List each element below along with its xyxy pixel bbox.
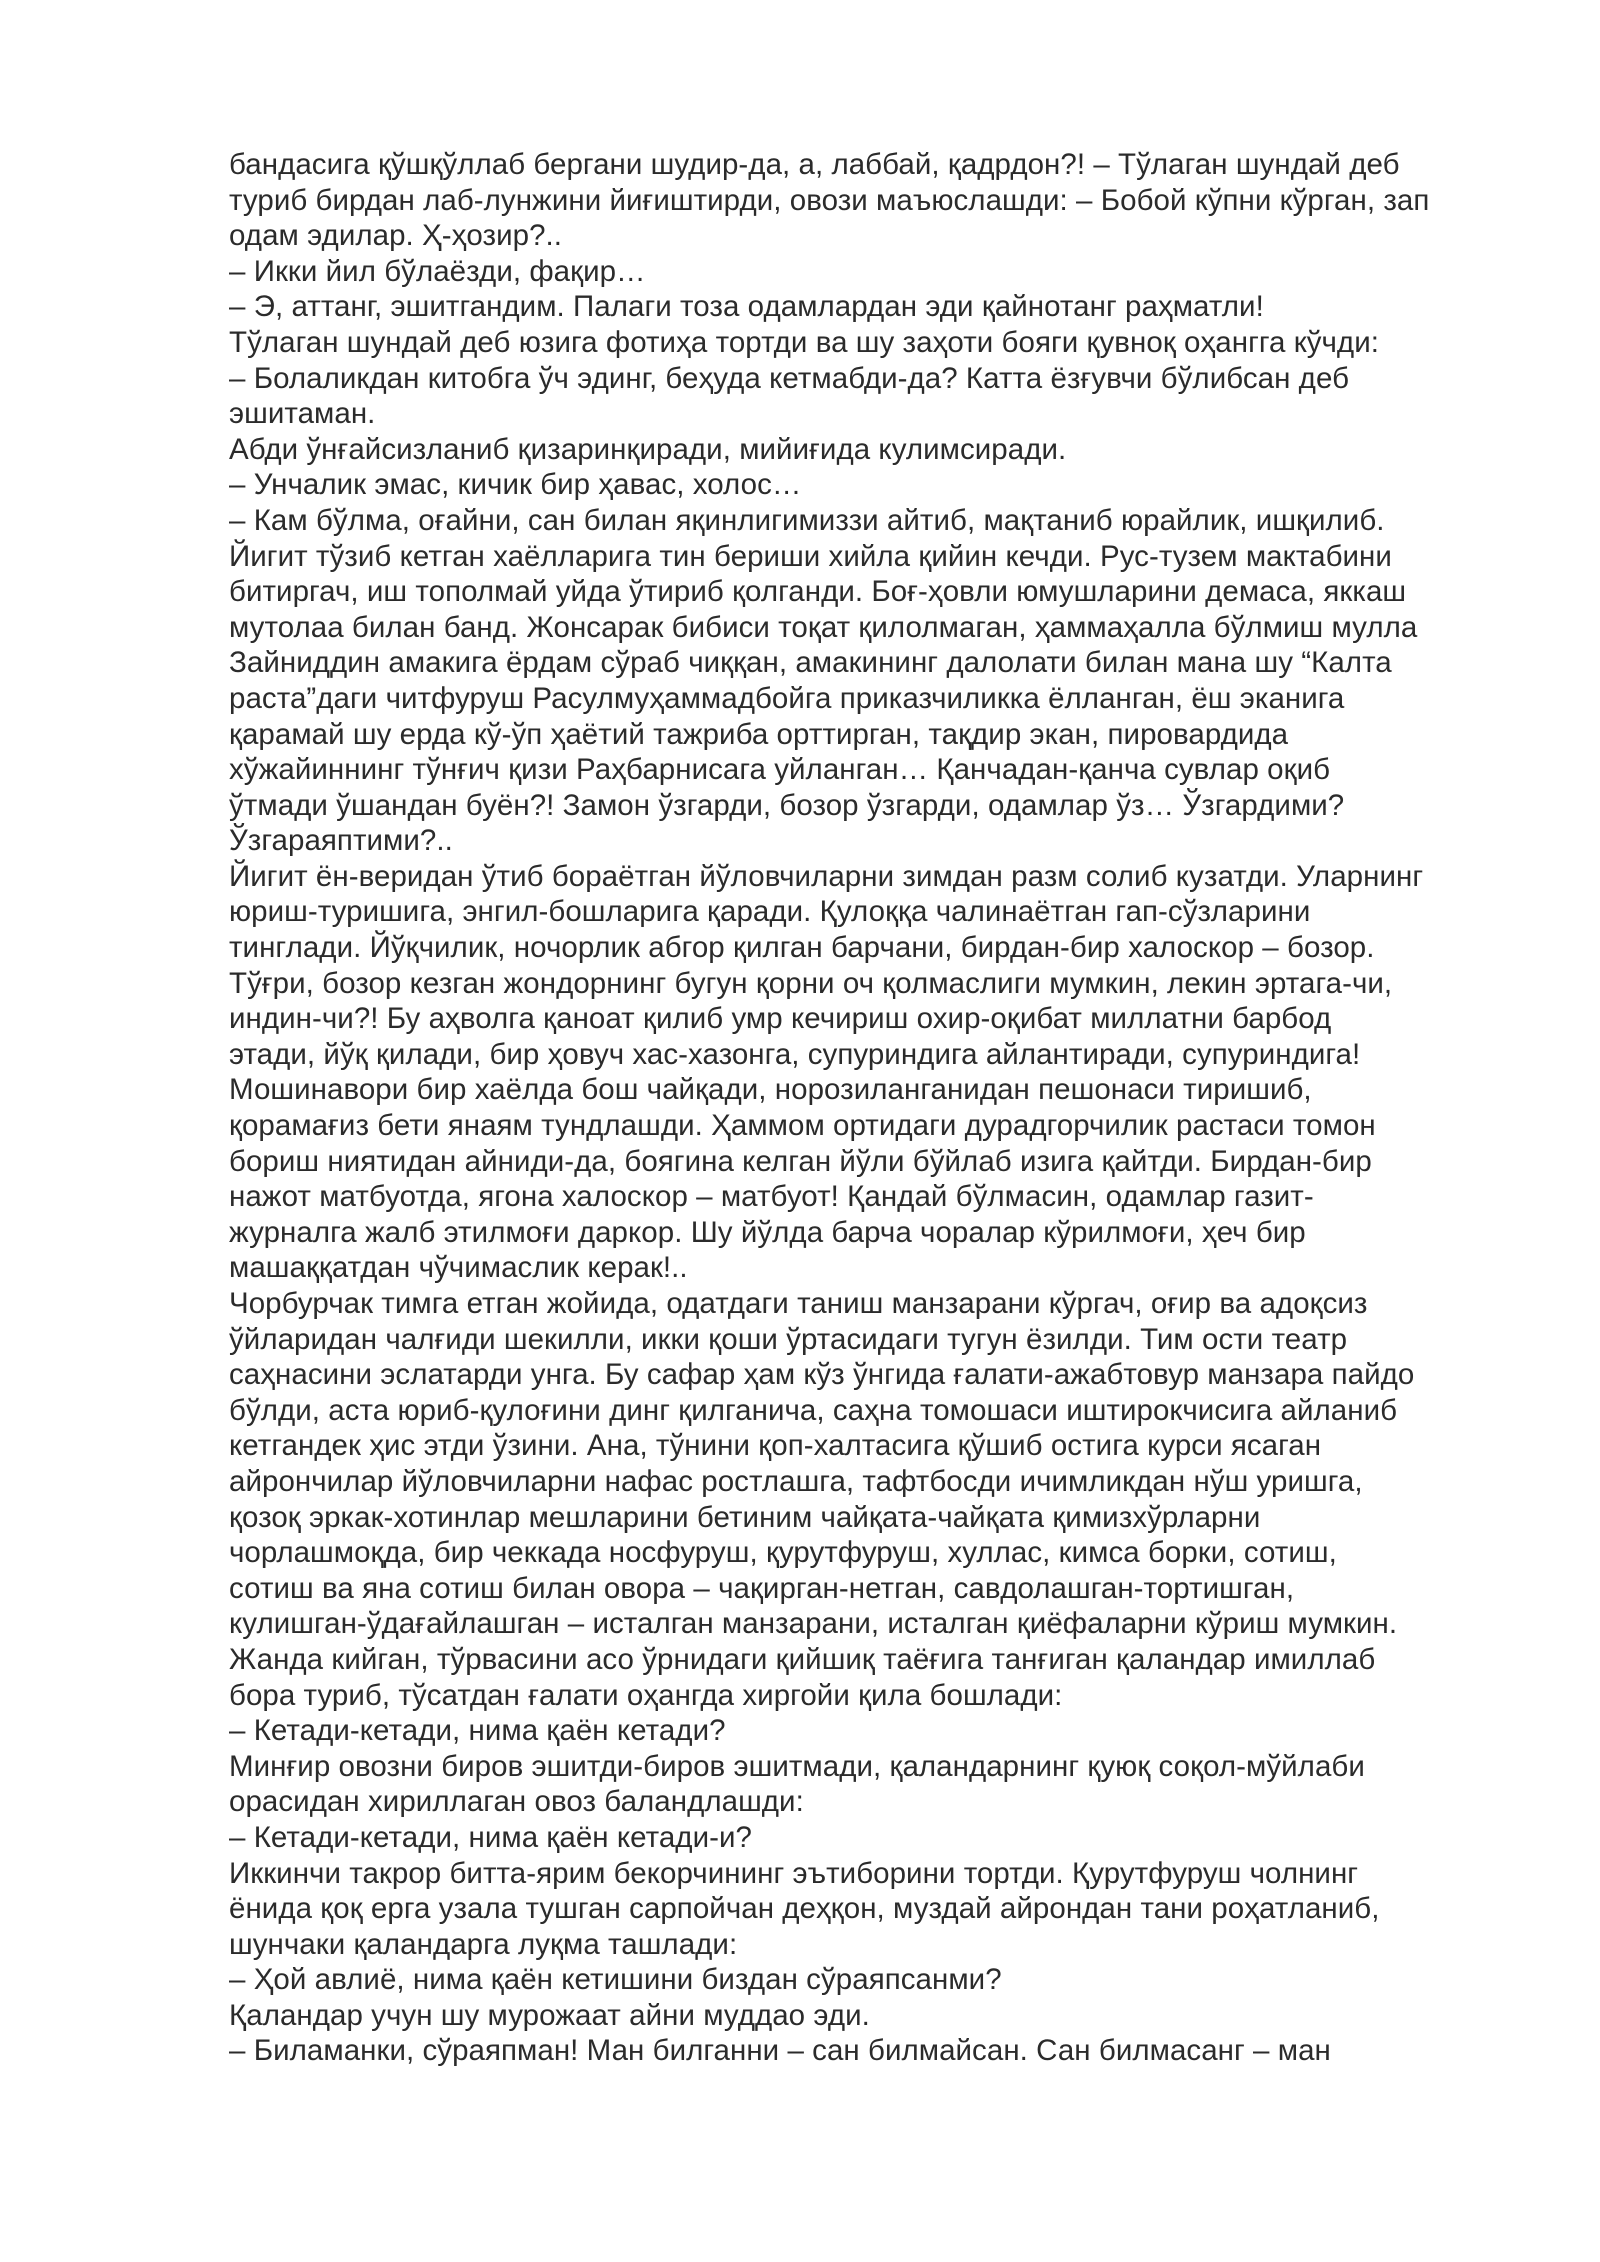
text-line: – Кам бўлма, оғайни, сан билан яқинлигимиззи айтиб, мақтаниб юрайлик, ишқилиб. <box>229 503 1385 537</box>
text-line: ёнида қоқ ерга узала тушган сарпойчан деҳқон, муздай айрондан тани роҳатланиб, <box>229 1892 1380 1926</box>
text-line: – Унчалик эмас, кичик бир ҳавас, холос… <box>229 468 802 502</box>
text-line: – Биламанки, сўраяпман! Ман билганни – сан билмайсан. Сан билмасанг – ман <box>229 2034 1331 2068</box>
text-line: хўжайиннинг тўнғич қизи Раҳбарнисага уйланган… Қанчадан-қанча сувлар оқиб <box>229 753 1331 787</box>
text-line: – Икки йил бўлаёзди, фақир… <box>229 254 646 288</box>
text-line: саҳнасини эслатарди унга. Бу сафар ҳам кўз ўнгида ғалати-ажабтовур манзара пайдо <box>229 1358 1415 1392</box>
text-line: мутолаа билан банд. Жонсарак бибиси тоқат қилолмаган, ҳаммаҳалла бўлмиш мулла <box>229 610 1418 644</box>
text-line: қорамағиз бети янаям тундлашди. Ҳаммом ортидаги дурадгорчилик растаси томон <box>229 1109 1376 1143</box>
text-line: – Кетади-кетади, нима қаён кетади-и? <box>229 1820 752 1854</box>
text-line: туриб бирдан лаб-лунжини йиғиштирди, овози маъюслашди: – Бобой кўпни кўрган, зап <box>229 183 1430 217</box>
text-line: шунчаки қаландарга луқма ташлади: <box>229 1927 738 1961</box>
text-line: одам эдилар. Ҳ-ҳозир?.. <box>229 219 563 253</box>
text-line: нажот матбуотда, ягона халоскор – матбуот! Қандай бўлмасин, одамлар газит- <box>229 1180 1314 1214</box>
text-line: этади, йўқ қилади, бир ҳовуч хас-хазонга, супуриндига айлантиради, супуриндига! <box>229 1037 1361 1071</box>
text-line: чорлашмоқда, бир чеккада носфуруш, қурутфуруш, хуллас, кимса борки, сотиш, <box>229 1536 1337 1570</box>
text-line: бандасига қўшқўллаб бергани шудир-да, а, лаббай, қадрдон?! – Тўлаган шундай деб <box>229 148 1400 181</box>
text-line: Тўлаган шундай деб юзига фотиҳа тортди ва шу заҳоти бояги қувноқ оҳангга кўчди: <box>229 325 1379 359</box>
text-line: қозоқ эркак-хотинлар мешларини бетиним чайқата-чайқата қимизхўрларни <box>229 1500 1261 1534</box>
text-line: юриш-туришига, энгил-бошларига қаради. Қулоққа чалинаётган гап-сўзларини <box>229 895 1311 929</box>
text-line: сотиш ва яна сотиш билан овора – чақирган-нетган, савдолашган-тортишган, <box>229 1571 1295 1605</box>
text-line: тинглади. Йўқчилик, ночорлик абгор қилган барчани, бирдан-бир халоскор – бозор. <box>229 931 1375 965</box>
text-line: Чорбурчак тимга етган жойида, одатдаги таниш манзарани кўргач, оғир ва адоқсиз <box>229 1287 1368 1320</box>
body-text <box>229 147 1549 2069</box>
text-line: Зайниддин амакига ёрдам сўраб чиққан, амакининг далолати билан мана шу “Калта <box>229 646 1392 680</box>
text-line: ўтмади ўшандан буён?! Замон ўзгарди, бозор ўзгарди, одамлар ўз… Ўзгардими? <box>229 788 1345 822</box>
text-line: журналга жалб этилмоғи даркор. Шу йўлда барча чоралар кўрилмоғи, ҳеч бир <box>229 1215 1306 1249</box>
text-line: бориш ниятидан айниди-да, боягина келган йўли бўйлаб изига қайтди. Бирдан-бир <box>229 1144 1372 1178</box>
text-line: – Кетади-кетади, нима қаён кетади? <box>229 1714 726 1748</box>
text-line: Ўзгараяптими?.. <box>229 824 453 858</box>
text-line: бора туриб, тўсатдан ғалати оҳангда хиргойи қила бошлади: <box>229 1678 1063 1712</box>
text-line: Мошинавори бир хаёлда бош чайқади, норозиланганидан пешонаси тиришиб, <box>229 1073 1312 1107</box>
text-line: битиргач, иш тополмай уйда ўтириб қолганди. Боғ-ҳовли юмушларини демаса, яккаш <box>229 575 1407 609</box>
text-line: Йигит ён-веридан ўтиб бораётган йўловчиларни зимдан разм солиб кузатди. Уларнинг <box>229 859 1424 893</box>
text-line: Тўғри, бозор кезган жондорнинг бугун қорни оч қолмаслиги мумкин, лекин эртага-чи, <box>229 966 1393 1000</box>
text-line: – Э, аттанг, эшитгандим. Палаги тоза одамлардан эди қайнотанг раҳматли! <box>229 290 1264 324</box>
text-line: Жанда кийган, тўрвасини асо ўрнидаги қийшиқ таёғига танғиган қаландар имиллаб <box>229 1642 1376 1676</box>
text-line: Қаландар учун шу мурожаат айни муддао эди. <box>229 1998 870 2032</box>
text-line: – Болаликдан китобга ўч эдинг, беҳуда кетмабди-да? Катта ёзғувчи бўлибсан деб <box>229 361 1350 395</box>
text-line: Йигит тўзиб кетган хаёлларига тин бериши хийла қийин кечди. Рус-тузем мактабини <box>229 539 1392 573</box>
text-line: кулишган-ўдағайлашган – исталган манзарани, исталган қиёфаларни кўриш мумкин. <box>229 1607 1398 1641</box>
text-line: айрончилар йўловчиларни нафас ростлашга, тафтбосди ичимликдан нўш уришга, <box>229 1464 1363 1498</box>
text-line: бўлди, аста юриб-қулоғини динг қилганича, саҳна томошаси иштирокчисига айланиб <box>229 1393 1398 1427</box>
text-line: – Ҳой авлиё, нима қаён кетишини биздан сўраяпсанми? <box>229 1963 1002 1997</box>
text-line: орасидан хириллаган овоз баландлашди: <box>229 1785 804 1819</box>
text-line: индин-чи?! Бу аҳволга қаноат қилиб умр кечириш охир-оқибат миллатни барбод <box>229 1002 1332 1036</box>
text-line: Минғир овозни биров эшитди-биров эшитмади, қаландарнинг қуюқ соқол-мўйлаби <box>229 1749 1365 1783</box>
text-line: қарамай шу ерда кў-ўп ҳаётий тажриба орттирган, тақдир экан, пировардида <box>229 717 1289 751</box>
text-line: Абди ўнғайсизланиб қизаринқиради, мийиғида кулимсиради. <box>229 432 1067 466</box>
text-line: эшитаман. <box>229 397 376 431</box>
text-line: ўйларидан чалғиди шекилли, икки қоши ўртасидаги тугун ёзилди. Тим ости театр <box>229 1322 1348 1356</box>
text-line: Иккинчи такрор битта-ярим бекорчининг эътиборини тортди. Қурутфуруш чолнинг <box>229 1856 1359 1890</box>
text-line: раста”даги читфуруш Расулмуҳаммадбойга приказчиликка ёлланган, ёш эканига <box>229 681 1345 715</box>
text-line: кетгандек ҳис этди ўзини. Ана, тўнини қоп-халтасига қўшиб остига курси ясаган <box>229 1429 1322 1463</box>
text-line: машаққатдан чўчимаслик керак!.. <box>229 1251 688 1285</box>
